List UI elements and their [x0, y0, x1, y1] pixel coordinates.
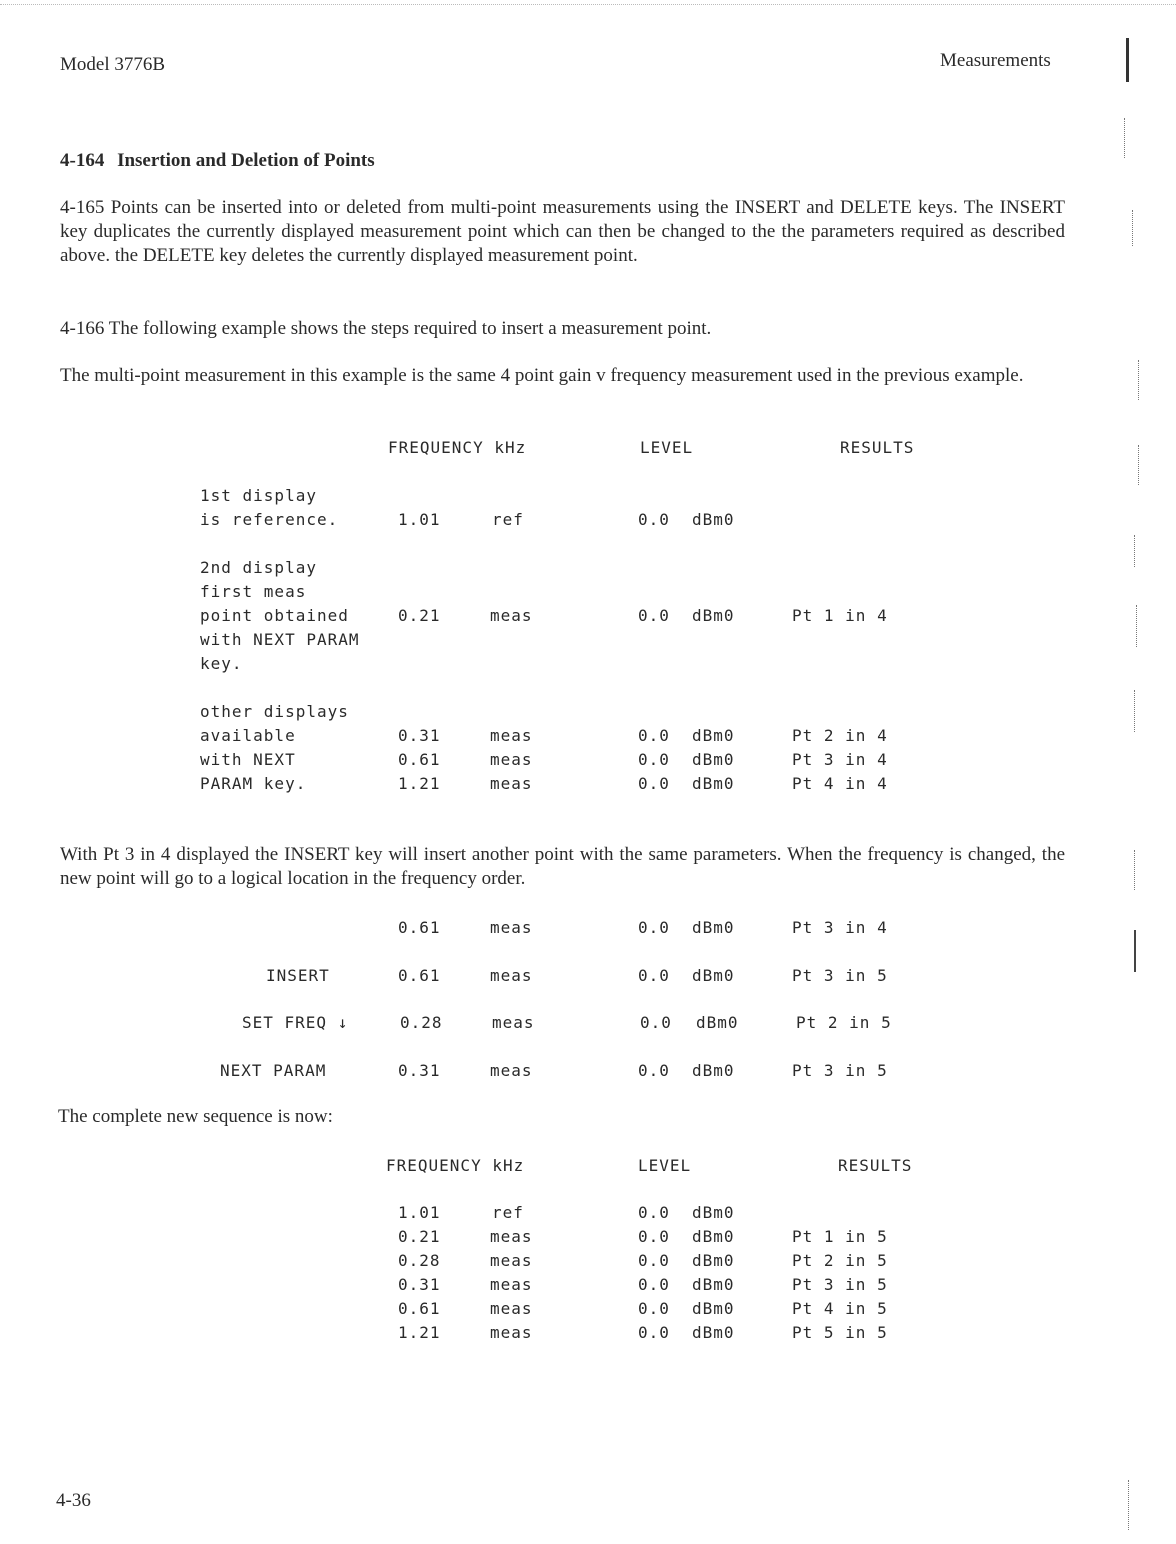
level-value: 0.0 — [638, 918, 670, 937]
frequency-value: 1.21 — [398, 1323, 441, 1342]
header-section: Measurements — [940, 50, 1051, 71]
scan-edge-mark — [1136, 605, 1137, 647]
result-value: Pt 3 in 4 — [792, 918, 888, 937]
level-value: 0.0 — [638, 1227, 670, 1246]
row-label: with NEXT PARAM — [200, 630, 360, 649]
measurement-type: meas — [490, 966, 533, 985]
frequency-value: 1.21 — [398, 774, 441, 793]
level-value: 0.0 — [640, 1013, 672, 1032]
result-value: Pt 3 in 5 — [792, 1275, 888, 1294]
level-unit: dBm0 — [692, 1251, 735, 1270]
level-value: 0.0 — [638, 726, 670, 745]
measurement-type: meas — [490, 1251, 533, 1270]
paragraph-insert-explanation: With Pt 3 in 4 displayed the INSERT key will insert another point with the same parameters. When the frequency is changed, the new point will go to a logical location in the frequency order. — [60, 844, 1065, 889]
result-value: Pt 2 in 5 — [796, 1013, 892, 1032]
level-value: 0.0 — [638, 1323, 670, 1342]
level-value: 0.0 — [638, 1275, 670, 1294]
level-value: 0.0 — [638, 606, 670, 625]
measurement-type: meas — [490, 918, 533, 937]
result-value: Pt 1 in 5 — [792, 1227, 888, 1246]
frequency-value: 0.21 — [398, 606, 441, 625]
column-header-level: LEVEL — [638, 1156, 692, 1175]
level-unit: dBm0 — [692, 1061, 735, 1080]
frequency-value: 0.31 — [398, 726, 441, 745]
frequency-value: 0.21 — [398, 1227, 441, 1246]
level-value: 0.0 — [638, 1299, 670, 1318]
level-unit: dBm0 — [692, 774, 735, 793]
frequency-value: 0.61 — [398, 966, 441, 985]
level-unit: dBm0 — [692, 510, 735, 529]
paragraph-complete-sequence: The complete new sequence is now: — [58, 1106, 333, 1127]
level-unit: dBm0 — [696, 1013, 739, 1032]
row-label: key. — [200, 654, 243, 673]
frequency-value: 0.61 — [398, 750, 441, 769]
level-unit: dBm0 — [692, 606, 735, 625]
key-name-next-param: NEXT PARAM — [220, 1061, 327, 1080]
frequency-value: 1.01 — [398, 1203, 441, 1222]
frequency-value: 0.28 — [400, 1013, 443, 1032]
measurement-type: ref — [492, 510, 524, 529]
scan-edge-mark — [1138, 360, 1139, 400]
level-unit: dBm0 — [692, 726, 735, 745]
frequency-value: 0.61 — [398, 918, 441, 937]
frequency-value: 0.31 — [398, 1061, 441, 1080]
result-value: Pt 4 in 4 — [792, 774, 888, 793]
measurement-type: meas — [492, 1013, 535, 1032]
column-header-results: RESULTS — [840, 438, 915, 457]
column-header-results: RESULTS — [838, 1156, 913, 1175]
row-label: 2nd display — [200, 558, 317, 577]
row-label: PARAM key. — [200, 774, 307, 793]
section-number: 4-164 — [60, 150, 105, 171]
level-value: 0.0 — [638, 1251, 670, 1270]
measurement-type: meas — [490, 1275, 533, 1294]
frequency-value: 0.28 — [398, 1251, 441, 1270]
measurement-type: meas — [490, 774, 533, 793]
row-label: with NEXT — [200, 750, 296, 769]
level-value: 0.0 — [638, 750, 670, 769]
level-value: 0.0 — [638, 774, 670, 793]
result-value: Pt 3 in 5 — [792, 1061, 888, 1080]
result-value: Pt 5 in 5 — [792, 1323, 888, 1342]
frequency-value: 1.01 — [398, 510, 441, 529]
measurement-type: meas — [490, 1227, 533, 1246]
measurement-type: meas — [490, 1323, 533, 1342]
level-unit: dBm0 — [692, 918, 735, 937]
result-value: Pt 2 in 4 — [792, 726, 888, 745]
level-unit: dBm0 — [692, 1275, 735, 1294]
result-value: Pt 3 in 4 — [792, 750, 888, 769]
section-heading — [60, 150, 375, 172]
measurement-type: ref — [492, 1203, 524, 1222]
scan-edge-mark — [1134, 535, 1135, 567]
paragraph-multi-point: The multi-point measurement in this example is the same 4 point gain v frequency measurement used in the previous example. — [60, 365, 1024, 386]
key-name-set-freq: SET FREQ ↓ — [242, 1013, 349, 1032]
row-label: available — [200, 726, 296, 745]
result-value: Pt 3 in 5 — [792, 966, 888, 985]
row-label: 1st display — [200, 486, 317, 505]
scan-edge-mark — [1124, 118, 1125, 158]
level-value: 0.0 — [638, 1203, 670, 1222]
measurement-type: meas — [490, 726, 533, 745]
row-label: is reference. — [200, 510, 339, 529]
scan-edge-mark — [1126, 38, 1129, 82]
section-title: Insertion and Deletion of Points — [117, 150, 375, 171]
header-model: Model 3776B — [60, 54, 166, 75]
column-header-level: LEVEL — [640, 438, 694, 457]
level-unit: dBm0 — [692, 750, 735, 769]
scan-edge-mark — [1134, 850, 1135, 890]
scan-top-edge — [0, 4, 1176, 5]
level-unit: dBm0 — [692, 1227, 735, 1246]
row-label: first meas — [200, 582, 307, 601]
result-value: Pt 2 in 5 — [792, 1251, 888, 1270]
level-unit: dBm0 — [692, 1323, 735, 1342]
level-unit: dBm0 — [692, 966, 735, 985]
level-value: 0.0 — [638, 1061, 670, 1080]
page-number: 4-36 — [56, 1490, 91, 1511]
scan-edge-mark — [1134, 690, 1135, 732]
frequency-value: 0.31 — [398, 1275, 441, 1294]
row-label: point obtained — [200, 606, 349, 625]
scan-edge-mark — [1128, 1480, 1129, 1530]
row-label: other displays — [200, 702, 349, 721]
column-header-frequency: FREQUENCY kHz — [388, 438, 527, 457]
measurement-type: meas — [490, 750, 533, 769]
column-header-frequency: FREQUENCY kHz — [386, 1156, 525, 1175]
paragraph-4-166: 4-166 The following example shows the steps required to insert a measurement point. — [60, 318, 712, 339]
frequency-value: 0.61 — [398, 1299, 441, 1318]
measurement-type: meas — [490, 606, 533, 625]
measurement-type: meas — [490, 1299, 533, 1318]
level-value: 0.0 — [638, 966, 670, 985]
scan-edge-mark — [1134, 930, 1136, 972]
measurement-type: meas — [490, 1061, 533, 1080]
scan-edge-mark — [1138, 445, 1139, 485]
level-unit: dBm0 — [692, 1203, 735, 1222]
result-value: Pt 4 in 5 — [792, 1299, 888, 1318]
key-name-insert: INSERT — [266, 966, 330, 985]
paragraph-4-165: 4-165 Points can be inserted into or deleted from multi-point measurements using the INSERT and DELETE keys. The INSERT key duplicates the currently displayed measurement point which can then be changed to the the parameters required as described above. the DELETE key deletes the currently displayed measurement point. — [60, 197, 1065, 266]
scan-edge-mark — [1132, 210, 1133, 246]
level-value: 0.0 — [638, 510, 670, 529]
result-value: Pt 1 in 4 — [792, 606, 888, 625]
level-unit: dBm0 — [692, 1299, 735, 1318]
